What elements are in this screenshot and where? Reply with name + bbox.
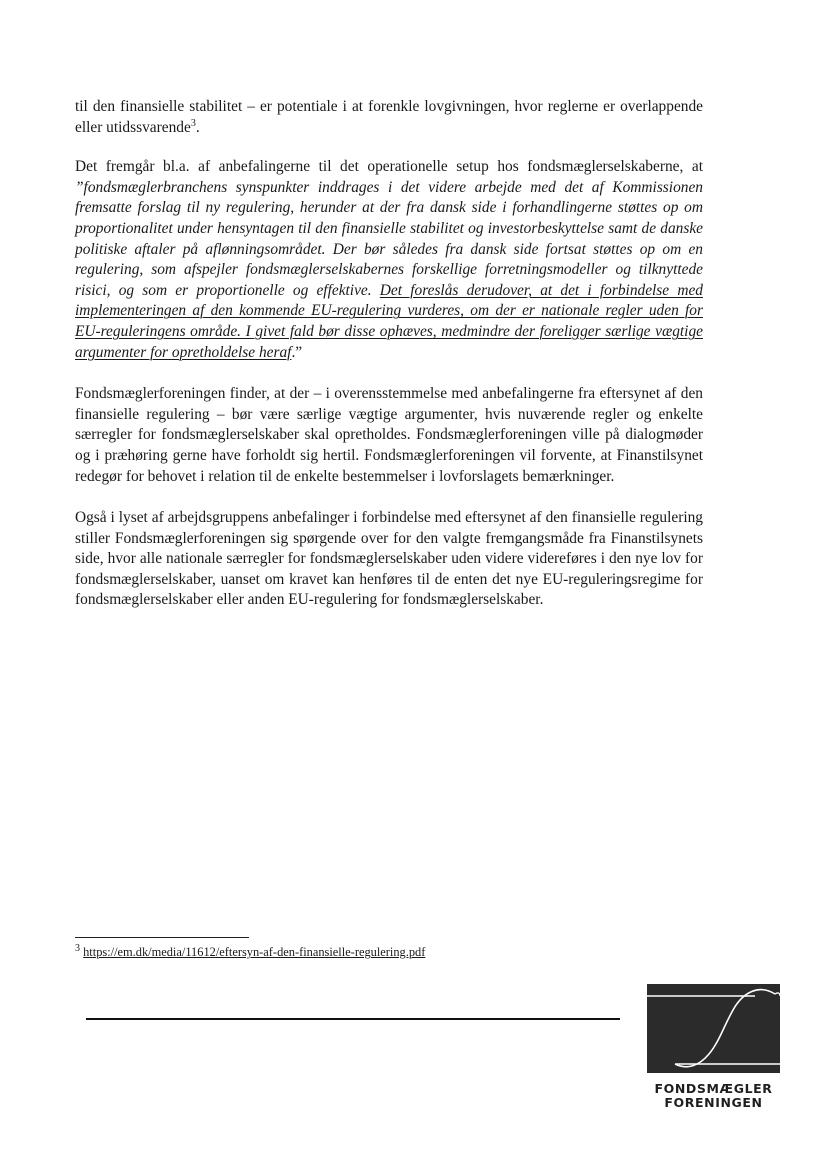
logo-line-1: FONDSMÆGLER: [654, 1081, 773, 1096]
fondsmaeglerforeningen-logo: [647, 984, 780, 1110]
logo-line-2: FORENINGEN: [664, 1095, 763, 1110]
paragraph-2: [75, 157, 703, 363]
footer-rule: [86, 1018, 620, 1020]
paragraph-2-quote: ”fondsmæglerbranchens synspunkter inddrages i det videre arbejde med det af Kommissionen fremsatte forslag til ny regulering, herunder at der fra dansk side i forhandlingerne støttes op om proportionalitet under hensyntagen til den finansielle stabilitet og investorbeskyttelse samt de danske politiske aftaler på aflønningsområdet. Der bør således fra dansk side fortsat støttes op om en regulering, som afspejler fondsmæglerselskabernes forskellige forretningsmodeller og tilknyttede risici, og som er proportionelle og effektive.: [75, 178, 703, 299]
paragraph-4: Også i lyset af arbejdsgruppens anbefalinger i forbindelse med eftersynet af den finansielle regulering stiller Fondsmæglerforeningen sig spørgende over for den valgte fremgangsmåde fra Finanstilsynets side, hvor alle nationale særregler for fondsmæglerselskaber uden videre videreføres i den nye lov for fondsmæglerselskaber, uanset om kravet kan henføres til de enten det nye EU-reguleringsregime for fondsmæglerselskaber eller anden EU-regulering for fondsmæglerselskaber.: [75, 509, 703, 609]
paragraph-2-close: .”: [291, 343, 303, 361]
logo-curve-icon: [647, 984, 780, 1073]
paragraph-3: Fondsmæglerforeningen finder, at der – i overensstemmelse med anbefalingerne fra eftersynet af den finansielle regulering – bør være særlige vægtige argumenter, hvis nuværende regler og enkelte særregler for fondsmæglerselskaber skal opretholdes. Fondsmæglerforeningen ville på dialogmøder og i præhøring gerne have forholdt sig hertil. Fondsmæglerforeningen vil forvente, at Finanstilsynet redegør for behovet i relation til de enkelte bestemmelser i lovforslagets bemærkninger.: [75, 385, 703, 485]
footnote: [75, 944, 595, 960]
document-body: [75, 97, 703, 631]
paragraph-1-end: .: [195, 118, 200, 136]
logo-text: [647, 1082, 780, 1110]
footnote-number: 3: [75, 942, 80, 954]
paragraph-2-intro: Det fremgår bl.a. af anbefalingerne til det operationelle setup hos fondsmæglerselskaberne, at: [75, 158, 703, 176]
paragraph-1: [75, 97, 703, 138]
footnote-separator: [75, 937, 249, 938]
footnote-reference[interactable]: 3: [190, 117, 196, 129]
footnote-link[interactable]: https://em.dk/media/11612/eftersyn-af-den-finansielle-regulering.pdf: [83, 945, 426, 959]
paragraph-1-text: til den finansielle stabilitet – er potentiale i at forenkle lovgivningen, hvor reglerne er overlappende eller utidssvarende: [75, 98, 703, 136]
paragraph-2-quote-underlined: Det foreslås derudover, at det i forbindelse med implementeringen af den kommende EU-regulering vurderes, om der er nationale regler uden for EU-reguleringens område. I givet fald bør disse ophæves, medmindre der foreligger særlige vægtige argumenter for opretholdelse heraf: [75, 281, 703, 361]
